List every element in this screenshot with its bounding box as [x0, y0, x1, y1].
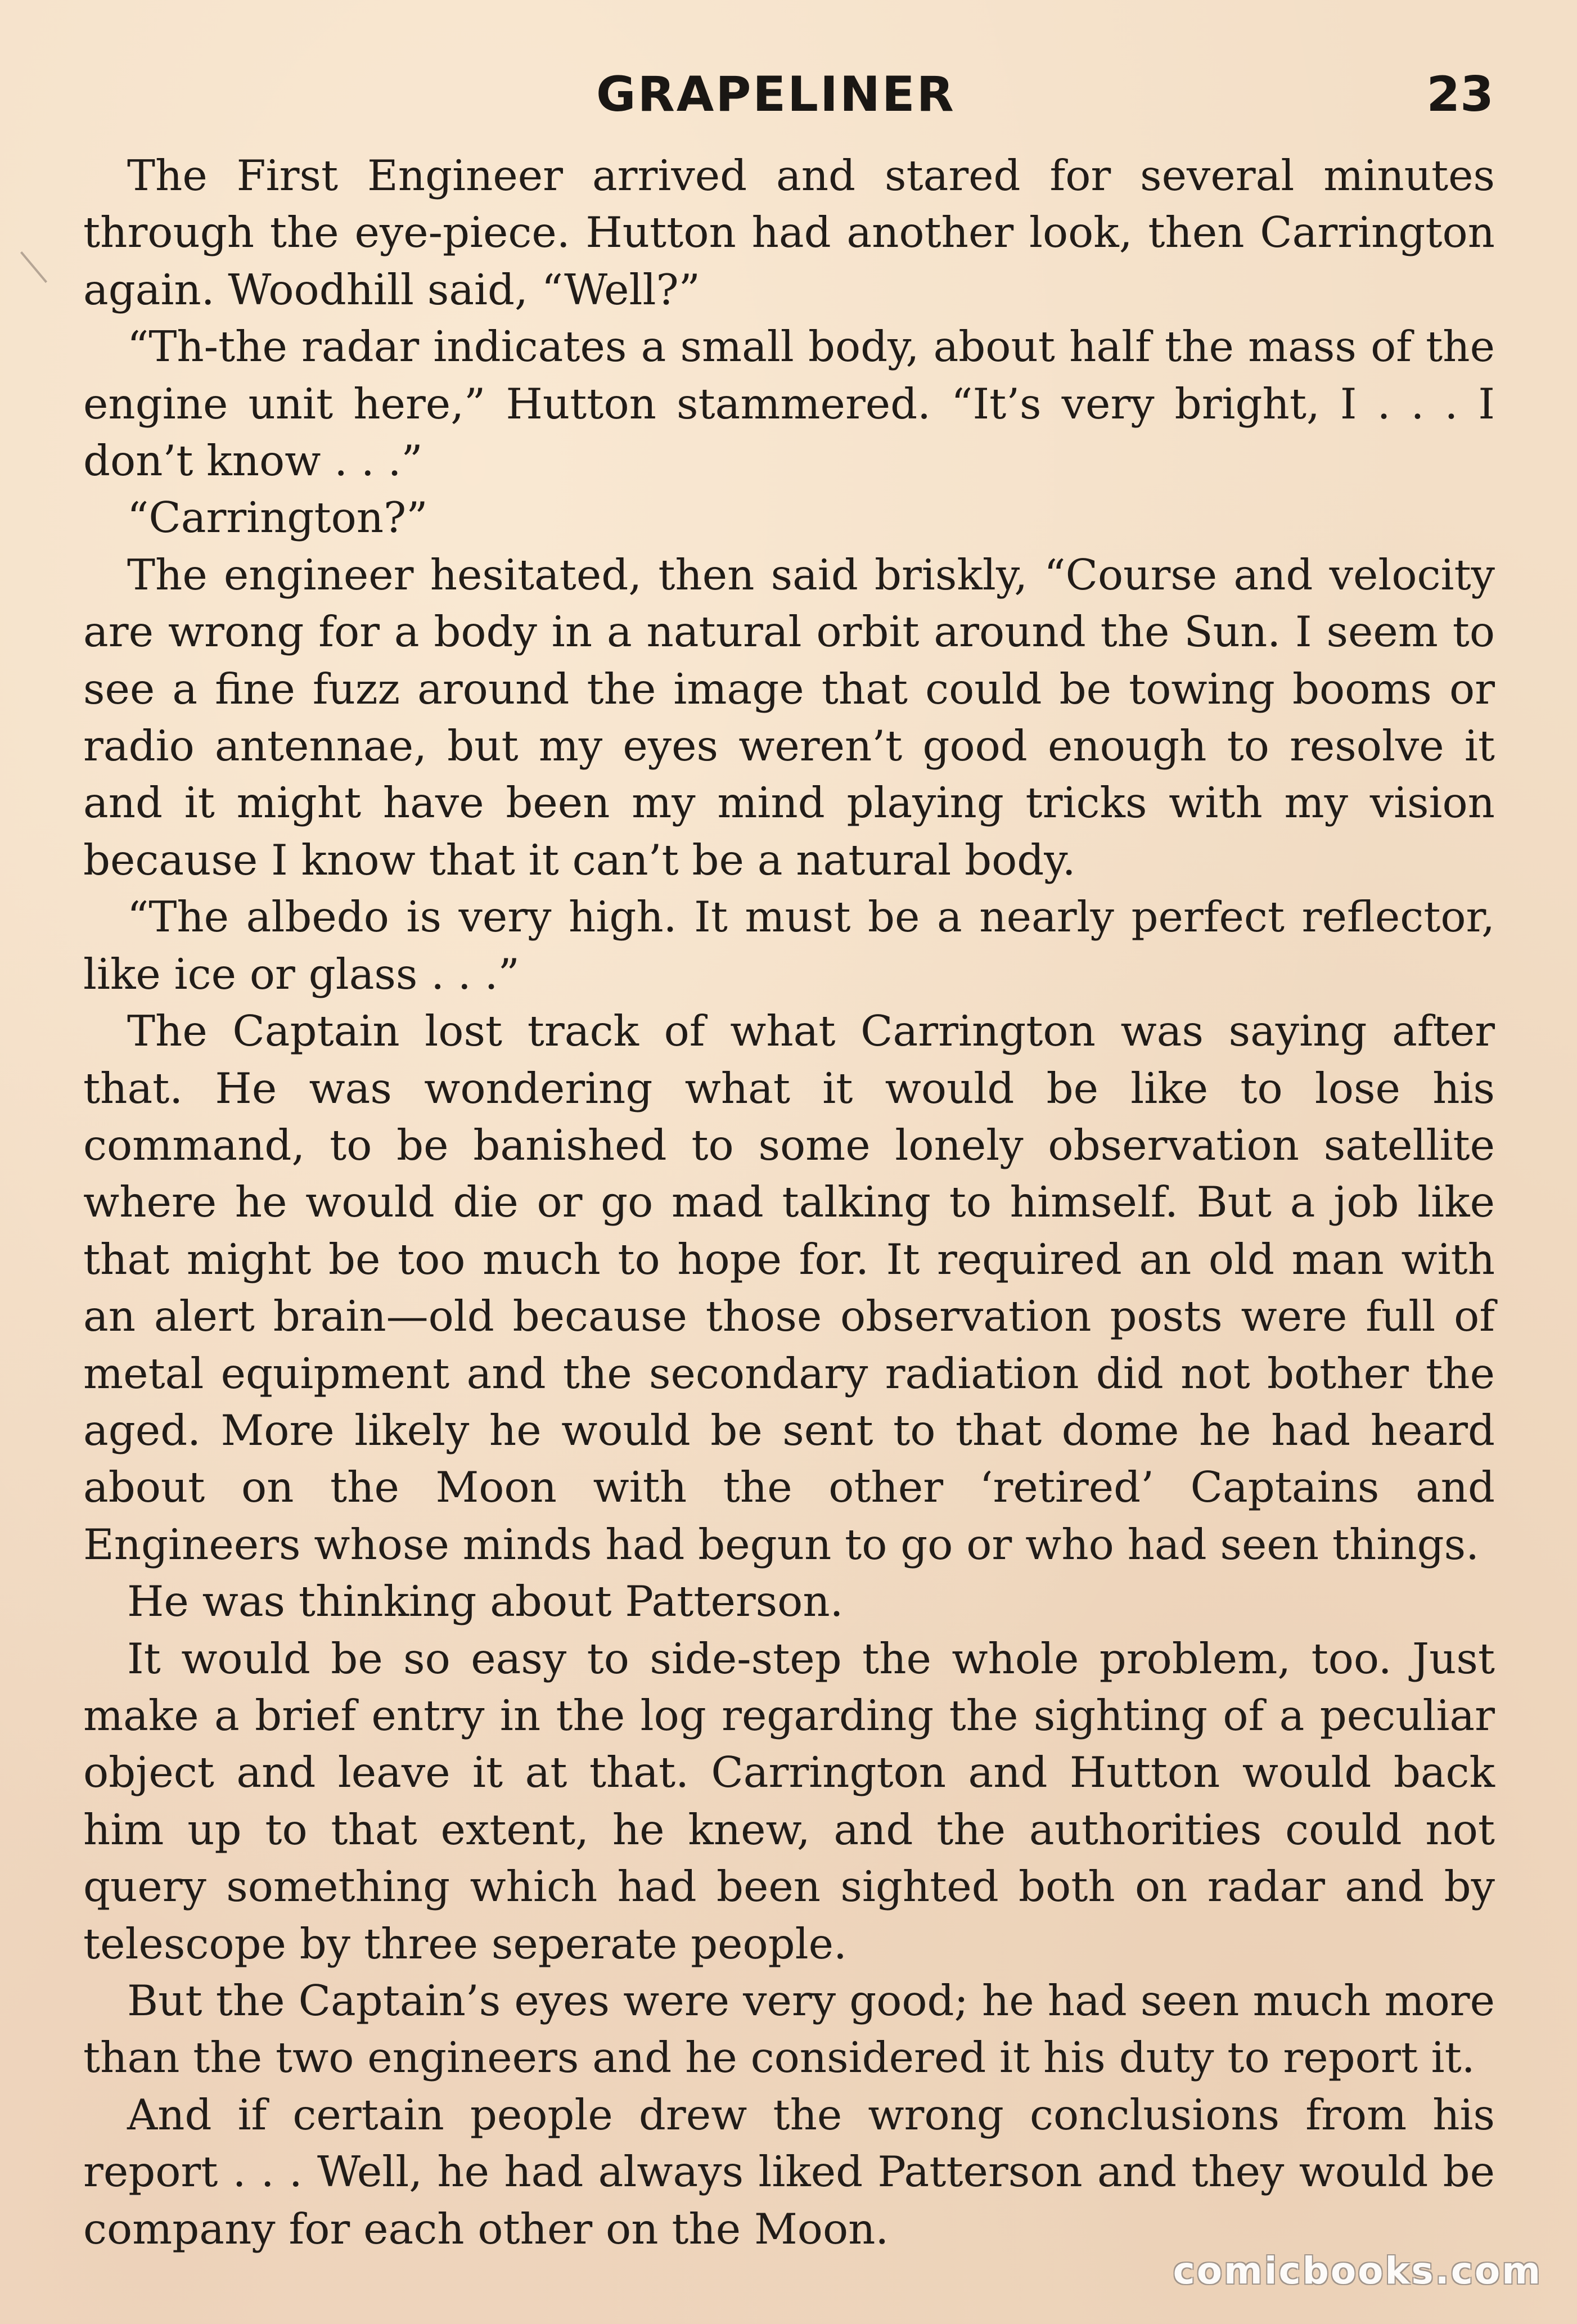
page-number: 23: [1426, 66, 1494, 123]
site-watermark: comicbooks.com: [1173, 2249, 1542, 2293]
paragraph: The Captain lost track of what Carrington was saying after that. He was wondering what it would be like to lose his command, to be banished to some lonely observation satellite where he would die or go mad talking to himself. But a job like that might be too much to hope for. It required an old man with an alert brain—old because those observation posts were full of metal equipment and the secondary radiation did not bother the aged. More likely he would be sent to that dome he had heard about on the Moon with the other ‘retired’ Captains and Engineers whose minds had begun to go or who had seen things.: [83, 1006, 1495, 1569]
body-text: [83, 147, 1495, 2258]
paper-mark: [20, 251, 47, 283]
paragraph: “Th-the radar indicates a small body, about half the mass of the engine unit here,” Hutton stammered. “It’s very bright, I . . . I don’t know . . .”: [83, 322, 1495, 486]
paragraph: The engineer hesitated, then said briskly, “Course and velocity are wrong for a body in a natural orbit around the Sun. I seem to see a fine fuzz around the image that could be towing booms or radio antennae, but my eyes weren’t good enough to resolve it and it might have been my mind playing tricks with my vision because I know that it can’t be a natural body.: [83, 550, 1495, 885]
running-head: [0, 66, 1577, 134]
paragraph: “Carrington?”: [127, 493, 428, 543]
paragraph: The First Engineer arrived and stared for several minutes through the eye-piece. Hutton had another look, then Carrington again. Woodhill said, “Well?”: [83, 151, 1495, 314]
paragraph: It would be so easy to side-step the whole problem, too. Just make a brief entry in the log regarding the sighting of a peculiar object and leave it at that. Carrington and Hutton would back him up to that extent, he knew, and the authorities could not query something which had been sighted both on radar and by telescope by three seperate people.: [83, 1633, 1495, 1969]
paragraph: He was thinking about Patterson.: [127, 1577, 844, 1627]
running-title: GRAPELINER: [596, 66, 956, 123]
paragraph: But the Captain’s eyes were very good; he had seen much more than the two engineers and he considered it his duty to report it.: [83, 1976, 1495, 2083]
paragraph: And if certain people drew the wrong conclusions from his report . . . Well, he had always liked Patterson and they would be company for each other on the Moon.: [83, 2089, 1495, 2254]
paragraph: “The albedo is very high. It must be a nearly perfect reflector, like ice or glass . . .”: [83, 892, 1495, 999]
